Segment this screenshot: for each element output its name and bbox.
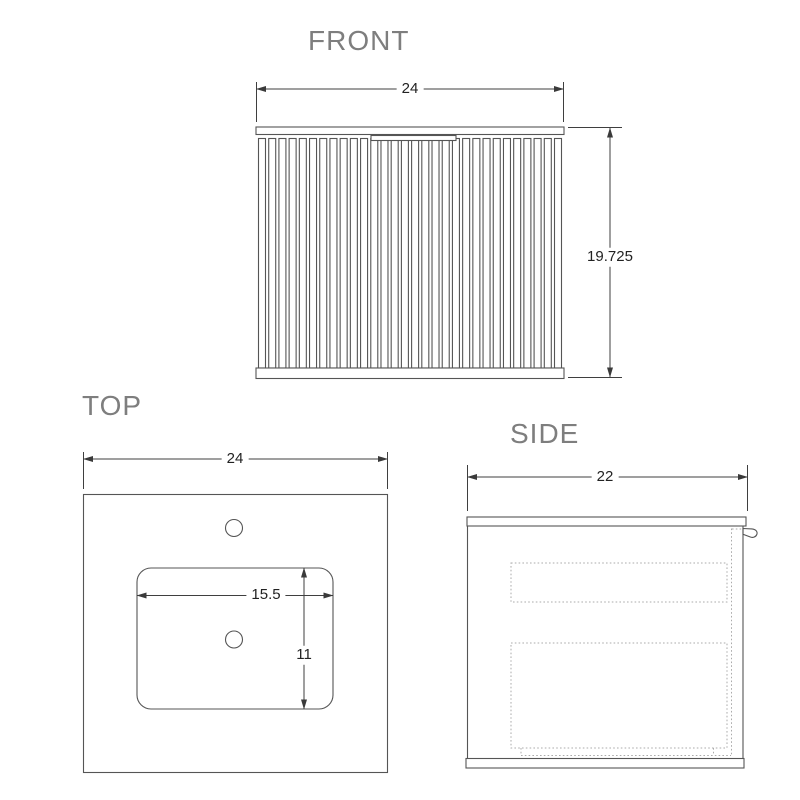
front-bottom-rail <box>256 368 564 379</box>
front-slat <box>310 139 317 369</box>
front-slat <box>381 139 388 369</box>
front-slat <box>442 139 449 369</box>
front-slat <box>391 139 398 369</box>
front-slat <box>524 139 531 369</box>
front-slat <box>350 139 357 369</box>
front-slat <box>514 139 521 369</box>
top-view-label: TOP <box>82 390 143 421</box>
side-depth-value: 22 <box>592 468 619 487</box>
front-view-label: FRONT <box>308 25 410 56</box>
front-slat <box>259 139 266 369</box>
front-slat <box>330 139 337 369</box>
front-slat <box>361 139 368 369</box>
drawer-box-bottom-hidden <box>511 643 727 748</box>
front-slat <box>340 139 347 369</box>
drain-hole <box>226 631 243 648</box>
side-countertop-edge <box>467 517 746 526</box>
front-slat <box>371 139 378 369</box>
front-slat <box>493 139 500 369</box>
front-slat <box>555 139 562 369</box>
front-slat <box>289 139 296 369</box>
front-slat <box>483 139 490 369</box>
front-slat <box>412 139 419 369</box>
front-countertop-edge <box>256 127 564 135</box>
front-slats <box>259 139 562 369</box>
drawer-box-top-hidden <box>511 563 727 602</box>
front-slat <box>473 139 480 369</box>
front-slat <box>279 139 286 369</box>
front-height-value: 19.725 <box>582 248 638 267</box>
front-slat <box>320 139 327 369</box>
front-slat <box>544 139 551 369</box>
side-view <box>466 465 757 768</box>
top-width-value: 24 <box>222 450 249 469</box>
front-slat <box>401 139 408 369</box>
top-view <box>84 452 388 773</box>
drawer-bottom-detail-hidden <box>521 748 731 756</box>
front-slat <box>534 139 541 369</box>
front-slat <box>269 139 276 369</box>
front-slat <box>422 139 429 369</box>
side-front-panel-hidden-line <box>732 529 743 756</box>
basin-depth-value: 11 <box>291 646 317 665</box>
front-width-value: 24 <box>397 80 424 99</box>
faucet-hole <box>226 520 243 537</box>
front-slat <box>463 139 470 369</box>
front-slat <box>299 139 306 369</box>
side-finger-pull <box>743 529 757 538</box>
front-slat <box>432 139 439 369</box>
front-handle-recess <box>371 136 456 141</box>
basin-width-value: 15.5 <box>246 586 285 605</box>
side-cabinet-edges <box>468 526 744 759</box>
front-slat <box>503 139 510 369</box>
front-slat <box>452 139 459 369</box>
side-view-label: SIDE <box>510 418 580 449</box>
side-bottom-rail <box>466 759 744 769</box>
front-view <box>256 82 622 379</box>
